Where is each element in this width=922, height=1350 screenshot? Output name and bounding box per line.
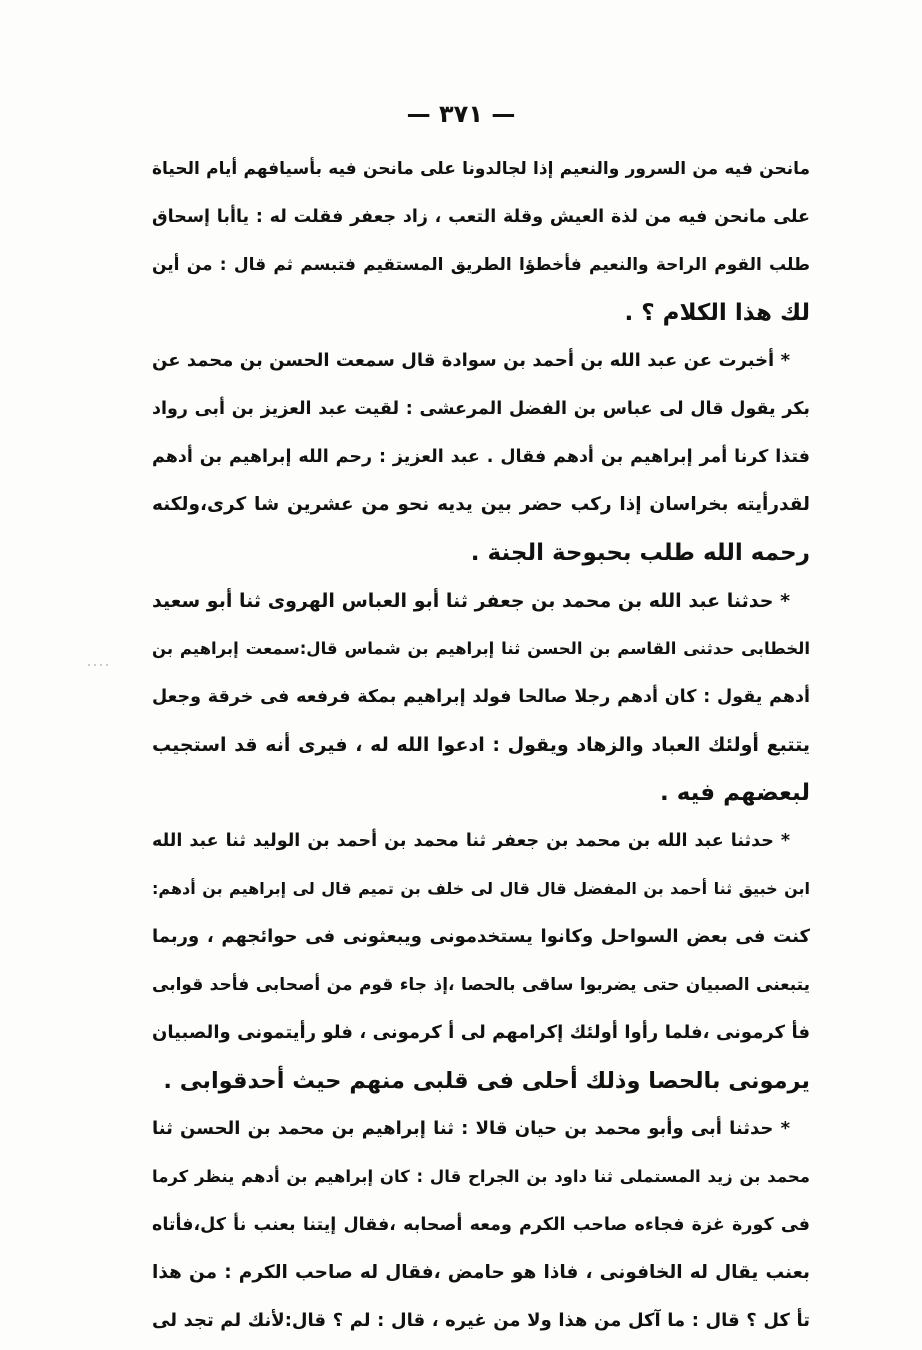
text-line: محمد بن زيد المستملى ثنا داود بن الجراح قال : كان إبراهيم بن أدهم ينظر كرما (152, 1167, 810, 1186)
text-line: * أخبرت عن عبد الله بن أحمد بن سوادة قال سمعت الحسن بن محمد عن (152, 350, 790, 371)
text-line: كنت فى بعض السواحل وكانوا يستخدمونى ويبعثونى فى حوائجهم ، وربما (152, 926, 810, 947)
text-line: رحمه الله طلب بحبوحة الجنة . (470, 540, 810, 566)
text-line: لبعضهم فيه . (659, 780, 810, 806)
scan-speck (88, 660, 114, 670)
text-line: الخطابى حدثنى القاسم بن الحسن ثنا إبراهيم بن شماس قال:سمعت إبراهيم بن (152, 639, 810, 658)
body-text (152, 145, 810, 1345)
text-line: بعنب يقال له الخافونى ، فاذا هو حامض ،فقال له صاحب الكرم : من هذا (152, 1262, 810, 1283)
text-line: يرمونى بالحصا وذلك أحلى فى قلبى منهم حيث أحدقوابى . (163, 1068, 810, 1094)
text-line: لك هذا الكلام ؟ . (624, 300, 810, 326)
text-line: على مانحن فيه من لذة العيش وقلة التعب ، زاد جعفر فقلت له : ياأبا إسحاق (152, 207, 810, 227)
text-line: * حدثنا عبد الله بن محمد بن جعفر ثنا محمد بن أحمد بن الوليد ثنا عبد الله (152, 831, 790, 851)
text-line: يتتبع أولئك العباد والزهاد ويقول : ادعوا الله له ، فيرى أنه قد استجيب (152, 734, 810, 756)
text-line: فأ كرمونى ،فلما رأوا أولئك إكرامهم لى أ كرمونى ، فلو رأيتمونى والصبيان (152, 1022, 810, 1043)
text-line: * حدثنا أبى وأبو محمد بن حيان قالا : ثنا إبراهيم بن محمد بن الحسن ثنا (152, 1118, 790, 1139)
text-line: لقدرأيته بخراسان إذا ركب حضر بين يديه نحو من عشرين شا كرى،ولكنه (152, 494, 810, 515)
text-line: طلب القوم الراحة والنعيم فأخطؤا الطريق المستقيم فتبسم ثم قال : من أين (152, 255, 810, 275)
text-line: مانحن فيه من السرور والنعيم إذا لجالدونا على مانحن فيه بأسيافهم أيام الحياة (152, 159, 810, 179)
text-line: أدهم يقول : كان أدهم رجلا صالحا فولد إبراهيم بمكة فرفعه فى خرقة وجعل (152, 687, 810, 707)
text-line: تأ كل ؟ قال : ما آكل من هذا ولا من غيره ، قال : لم ؟ قال:لأنك لم تجد لى (152, 1310, 810, 1331)
text-line: فى كورة غزة فجاءه صاحب الكرم ومعه أصحابه ،فقال إيتنا بعنب نأ كل،فأتاه (152, 1215, 810, 1235)
page-number: — ٣٧١ — (406, 100, 516, 128)
text-line: فتذا كرنا أمر إبراهيم بن أدهم فقال . عبد العزيز : رحم الله إبراهيم بن أدهم (152, 447, 810, 467)
text-line: بكر يقول قال لى عباس بن الفضل المرعشى : لقيت عبد العزيز بن أبى رواد (152, 399, 810, 419)
text-line: ابن خبيق ثنا أحمد بن المفضل قال قال لى خلف بن تميم قال لى إبراهيم بن أدهم: (152, 879, 810, 898)
text-line: يتبعنى الصبيان حتى يضربوا ساقى بالحصا ،إذ جاء قوم من أصحابى فأحد قوابى (152, 975, 810, 995)
text-line: * حدثنا عبد الله بن محمد بن جعفر ثنا أبو العباس الهروى ثنا أبو سعيد (152, 590, 790, 612)
